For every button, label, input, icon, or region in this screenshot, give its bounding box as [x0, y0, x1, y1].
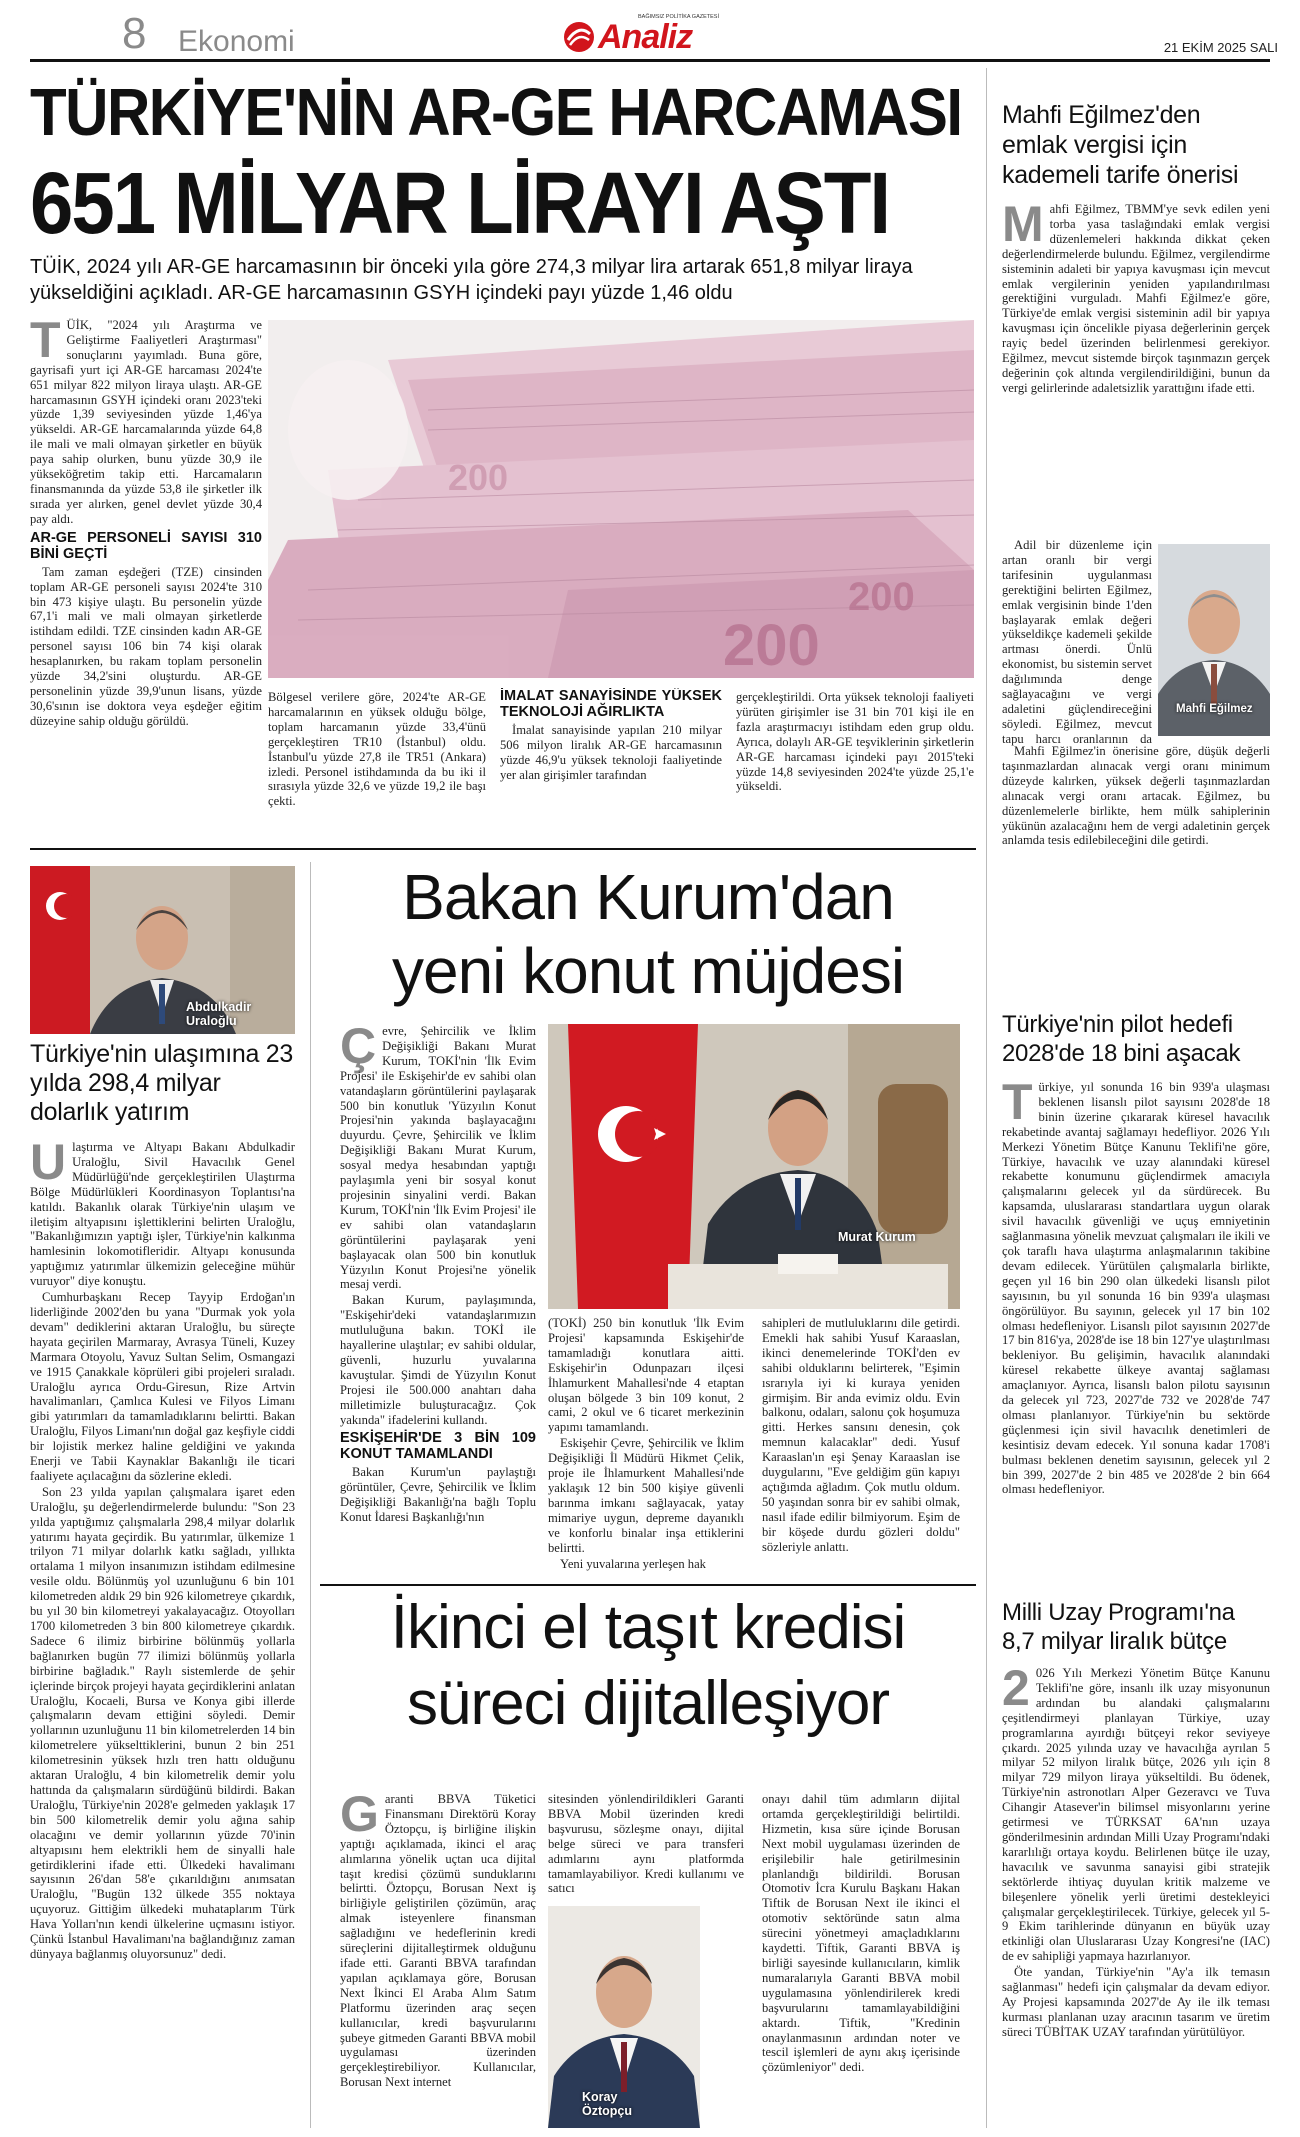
kurum-dropcap: Ç — [340, 1024, 377, 1074]
caption-line: Öztopçu — [582, 2104, 632, 2118]
egilmez-paragraph: Adil bir düzenleme için artan oranlı bir vergi tarifesinin uygulanması gerektiğini belirten Eğilmez, emlak vergisinin binde 1'den başlayarak emlak değeri yükseldikçe kademeli şekilde artması önerdi. Ünlü ekonomist, bu sistemin servet dağılımında denge sağlayacağını ve vergi adaletini güçlendireceğini söyledi. Eğilmez, mevcut tapu harcı oranlarının da — [1002, 538, 1152, 746]
uzay-title: Milli Uzay Programı'na 8,7 milyar liralık bütçe — [1002, 1599, 1235, 1655]
lead-dropcap: T — [30, 318, 61, 368]
lead-paragraph: Tam zaman eşdeğeri (TZE) cinsinden toplam AR-GE personeli sayısı 2024'te 310 bin 473 kişiye ulaştı. Bu personelin yüzde 67,1'i mali ve mali olmayan şirketlerde istihdam edildi. TZE cinsinden kadın AR-GE personel sayısı 106 bin 74 kişi olarak hesaplanırken, bu rakam toplam personelin yüzde 34,2'sini oluşturdu. AR-GE personelinin yüzde 39,9'unun lisans, yüzde 30,6'sının ise doktora veya eşdeğer eğitim düzeyine sahip olduğu görüldü. — [30, 564, 262, 728]
pilot-text — [1002, 1080, 1270, 1595]
page-header — [0, 0, 1300, 62]
kurum-paragraph: evre, Şehircilik ve İklim Değişikliği Bakanı Murat Kurum, TOKİ'nin 'İlk Evim Projesi' ile Eskişehir'de ev sahibi olan vatandaşların görüntülerini paylaşarak 500 bin konutluk 'Yüzyılın Konut Projesi'nin yakında başlayacağını duyurdu. Çevre, Şehircilik ve İklim Değişikliği Bakanı Murat Kurum, sosyal medya hesabından yaptığı paylaşımla yeni bir sosyal konut projesinin sinyalini verdi. Bakan Kurum, TOKİ'nin 'İlk Evim Projesi' ile ev sahibi olan vatandaşların görüntülerini paylaşarak yeni başlayacak olan 500 bin konutluk Yüzyılın Konut Projesi'ne yönelik mesaj verdi. — [340, 1024, 536, 1292]
section-rule — [320, 1584, 976, 1586]
uzay-paragraph: 026 Yılı Merkezi Yönetim Bütçe Kanunu Teklifi'ne göre, insanlı ilk uzay misyonunun ardından bu alandaki çalışmalarını çeşitlendirmeyi planlayan Türkiye, uzay programlarına ayırdığı bütçeyi rekor seviyeye çıkardı. 2025 yılında uzay ve havacılığa ayrılan 5 milyar 52 milyon liralık bütçe, 2026 yılı için 8 milyar 729 milyon liraya yükseltildi. Bu ödenek, Türkiye'nin astronotları Alper Gezeravcı ve Tuva Cihangir Atasever'in bilimsel misyonlarını yerine getirmesi ve TÜRKSAT 6A'nın uzaya gönderilmesinin ardından Milli Uzay Programı'ndaki kararlılığı ortaya koydu. Belirlenen bütçe ile uzay, havacılık ve savunma sanayisi gibi stratejik sektörlerde ihtiyaç duyulan kritik malzeme ve bileşenlere yönelik yerli üretimi destekleyici çalışmalar gerçekleştirilecek. Türkiye, gelecek yıl 5-9 Ekim tarihlerinde dünyanın en büyük uzay etkinliği olan Uluslararası Uzay Kongresi'ne (IAC) de ev sahipliği yapmaya hazırlanıyor. — [1002, 1666, 1270, 1964]
tasit-paragraph: onayı dahil tüm adımların dijital ortamda gerçekleştirildiği belirtildi. Hizmetin, kısa süre içinde Borusan Next mobil uygulaması üzerinden de erişilebilir hale getirilmesinin planlandığı bildirildi. Borusan Otomotiv İcra Kurulu Başkanı Hakan Tiftik de Borusan Next ile ikinci el otomotiv sektöründe satın alma sürecini yönetmeyi amaçladıklarını kaydetti. Tiftik, Garanti BBVA iş birliği sayesinde kullanıcıların, kimlik numaralarıyla Garanti BBVA mobil uygulamasına yönlendirilerek kredi başvurularını tamamlayabildiğini aktardı. Tiftik, "Kredinin onaylanmasının ardından noter ve tescil işlemleri de aynı akış içerisinde çözümleniyor" dedi. — [762, 1792, 960, 2075]
kurum-paragraph: Eskişehir Çevre, Şehircilik ve İklim Değişikliği İl Müdürü Hikmet Çelik, proje ile İhlamurkent Mahallesi'nde yaklaşık 12 bin 500 kişiye güvenli barınma imkanı sağlayacak, yatay mimariye uygun, depreme dayanıklı ve konforlu binalar inşa ettiklerini belirtti. — [548, 1436, 744, 1555]
kurum-paragraph: sahipleri de mutluluklarını dile getirdi. Emekli hak sahibi Yusuf Karaaslan, ikinci denemelerinde TOKİ'den ev sahibi olduklarını belirterek, "Eşimin ısrarıyla iyi ki kuraya yeniden girmişim. Bir anda evimiz oldu. Evin balkonu, odaları, salonu çok hoşumuza gitti. Herkes sansını denesin, çok memnun kalacaklar" dedi. Yusuf Karaaslan'ın eşi Şenay Karaaslan ise duygularını, "Eve geldiğim gün kapıyı açtığımda ağladım. Çok mutlu oldum. 50 yaşından sonra bir ev sahibi olmak, nasıl ifade edilir bilmiyorum. Eşim de bir köşede durdu gözleri doldu" sözleriyle anlattı. — [762, 1316, 960, 1554]
egilmez-dropcap: M — [1002, 202, 1044, 252]
kurum-column-3 — [762, 1316, 960, 1580]
kurum-column-1 — [340, 1024, 536, 1579]
lead-paragraph: İmalat sanayisinde yapılan 210 milyar 506 milyon liralık AR-GE harcamasının yüzde 46,9'u yüksek teknoloji faaliyetinde yer alan girişimler tarafından — [500, 723, 722, 782]
egilmez-text-top — [1002, 202, 1270, 538]
logo-tagline: BAĞIMSIZ POLİTİKA GAZETESİ — [638, 14, 719, 20]
egilmez-photo — [1158, 544, 1270, 736]
caption-line: Abdulkadir — [186, 1000, 252, 1014]
banknotes-photo — [268, 320, 974, 678]
lead-column-1 — [30, 318, 262, 838]
lead-spot: TÜİK, 2024 yılı AR-GE harcamasının bir önceki yıla göre 274,3 milyar lira artarak 651,8 milyar liraya yükseldiğini açıkladı. AR-GE harcamasının GSYH içindeki payı yüzde 1,46 oldu — [30, 256, 913, 304]
tasit-column-1 — [340, 1792, 536, 2128]
egilmez-title: Mahfi Eğilmez'den emlak vergisi için kademeli tarife önerisi — [1002, 101, 1239, 189]
logo-mark-icon — [562, 20, 596, 54]
tasit-title-line-2: süreci dijitalleşiyor — [406, 1669, 890, 1738]
kurum-paragraph: Bakan Kurum'un paylaştığı görüntüler, Çevre, Şehircilik ve İklim Değişikliği Bakanlığı'na bağlı Toplu Konut İdaresi Başkanlığı'nın — [340, 1465, 536, 1525]
lead-title-line-1: TÜRKİYE'NİN AR-GE HARCAMASI — [30, 74, 962, 150]
lead-title-line-2: 651 MİLYAR LİRAYI AŞTI — [30, 153, 890, 252]
caption-line: Uraloğlu — [186, 1014, 237, 1028]
tasit-paragraph: sitesinden yönlendirildikleri Garanti BBVA Mobil üzerinden kredi başvurusu, sözleşme onayı, dijital belge süreci ve para transferi adımlarını aynı platformda tamamlayabiliyor. Kredi kullanımı ve satıcı — [548, 1792, 744, 1896]
banknote-number: 200 — [723, 613, 820, 678]
lead-column-3 — [500, 688, 722, 840]
lead-paragraph: Bölgesel verilere göre, 2024'te AR-GE harcamalarının en yüksek olduğu bölge, toplam harcamanın yüzde 33,4'ünü gerçekleştiren TR10 (İstanbul) oldu. İstanbul'u yüzde 27,8 ile TR51 (Ankara) izledi. Personel istihdamında da bu iki il sırasıyla yüzde 32,6 ve yüzde 19,2 ile başı çekti. — [268, 690, 486, 809]
tasit-column-3 — [762, 1792, 960, 2128]
pilot-paragraph: ürkiye, yıl sonunda 16 bin 939'a ulaşması beklenen lisanslı pilot sayısını 2028'de 18 binin üzerine çıkararak küresel havacılık rekabetinde avantaj sağlamayı hedefliyor. 2026 Yılı Merkezi Yönetim Bütçe Kanunu Teklifi'ne göre, Türkiye, havacılık ve uzay alanındaki küresel rekabette konumunu güçlendirmek amacıyla çalışmalarını gelecek yıl da sürdürecek. Bu kapsamda, uluslararası standartlara uygun olarak sivil havacılık güvenliği ve uçuş emniyetinin sağlanmasına yönelik mevzuat çalışmaları ile ikili ve çok taraflı hava ulaştırma anlaşmalarının takibine devam edilecek. Yürütülen çalışmalarla birlikte, geçen yıl 16 bin 290 olan ülkedeki lisanslı pilot sayısının, bu yıl sonunda 16 bin 939'a ulaşması öngörülüyor. Bu sayının, gelecek yıl 17 bin 102 olması hedefleniyor. Lisanslı pilot sayısının 2027'de 17 bin 816'ya, 2028'de ise 18 bin 127'ye ulaştırılması bekleniyor. Bu gelişimin, havacılık alanındaki küresel rekabette ülkeye avantaj sağlaması amaçlanıyor. Ayrıca, lisanslı balon pilotu sayısının da gelecek yıl 723, 2027'de 732 ve 2028'de 747 olması planlanıyor. Türkiye'nin bu sektörde güçlenmesi için sivil havacılık denetimleri de kesintisiz devam edecek. Yıl sonuna kadar 1708'i bulması beklenen denetim sayısının, gelecek yıl 2 bin 399, 2027'de 2 bin 485 ve 2028'de 2 bin 664 olması hedefleniyor. — [1002, 1080, 1270, 1497]
section-name: Ekonomi — [178, 25, 295, 58]
kurum-subheading: ESKİŞEHİR'DE 3 BİN 109 KONUT TAMAMLANDI — [340, 1430, 536, 1463]
lead-headline — [30, 68, 975, 252]
egilmez-paragraph: Mahfi Eğilmez'in önerisine göre, düşük değerli taşınmazlardan alınacak vergi oranı minimum düzeyde kalırken, yüksek değerli taşınmazlardan alınacak vergi oranı artacak. Eğilmez, bu düzenlemelerle birlikte, hem mülk sahiplerinin yükünün azalacağını hem de vergi adaletinin gerçek anlamda tesis edilebileceğini dile getirdi. — [1002, 744, 1270, 848]
lead-bottom-rule — [30, 848, 976, 850]
tasit-dropcap: G — [340, 1792, 379, 1842]
oztopcu-photo-caption — [582, 2090, 682, 2118]
uraloglu-paragraph: Son 23 yılda yapılan çalışmalara işaret eden Uraloğlu, şu değerlendirmelerde bulundu: "Son 23 yılda yaptığımız çalışmalarla 298,4 milyar dolarlık yatırımı hayata geçirdik. Bu yatırımlar, ülkemize 1 trilyon 71 milyar dolarlık katkı sağladı, yıllıkta ortalama 1 milyon insanımızın istihdam edilmesine vesile oldu. Bölünmüş yol uzunluğunu 6 bin 101 kilometreden aldık 29 bin 926 kilometreye çıkardık, bu yıl 30 bin kilometreyi yakalayacağız. Otoyolları 1700 kilometreden 3 bin 800 kilometreye çıkardık. Sadece 6 ilimiz birbirine bölünmüş yollarla bağlanırken bugün 77 ilimizi bölünmüş yollarla birbirine bağladık." Raylı sistemlerde de şehir içlerinde birçok projeyi hayata geçirdiklerini anlatan Uraloğlu, Kocaeli, Bursa ve Konya gibi illerde çalışmaların devam ettiğini söyledi. Demir yollarının uzunluğunu 11 bin kilometrelerden 14 bin kilometrelere yükselttiklerini, bunun 2 bin 251 kilometresinin yüksek hızlı tren hattı olduğunu aktaran Uraloğlu, 4 bin kilometrelik demir yolu hattında da çalışmaların sürdüğünü bildirdi. Bakan Uraloğlu, Türkiye'nin 2028'e gelmeden yaklaşık 17 bin 500 kilometrelik demir yolu ağına sahip olacağını ve demir yollarının yüzde 70'inin altyapısını hem elektrikli hem de sinyalli hale getirdiklerini ifade etti. Ülkedeki havalimanı sayısının 26'dan 58'e çıkarıldığını anımsatan Uraloğlu, "Bugün 132 ülkede 355 noktaya uçuyoruz. Gittiğim ülkedeki muhataplarım Türk Hava Yolları'nın kendi ülkelerine uçmasını istiyor. Çünkü İstanbul Havalimanı'na bağlandığınız zaman dünyaya bağlanmış oluyorsunuz" dedi. — [30, 1484, 295, 1961]
kurum-photo-caption: Murat Kurum — [838, 1230, 916, 1244]
column-rule — [986, 68, 987, 2128]
oztopcu-photo — [548, 1906, 700, 2128]
tasit-column-2 — [548, 1792, 744, 1900]
banknote-number: 200 — [448, 457, 509, 498]
egilmez-photo-caption: Mahfi Eğilmez — [1176, 703, 1253, 715]
lead-paragraph: ÜİK, "2024 yılı Araştırma ve Geliştirme Faaliyetleri Araştırması" sonuçlarını yayımladı. Buna göre, gayrisafi yurt içi AR-GE harcaması 2024'te 651 milyar 822 milyon liraya ulaştı. AR-GE harcamasının GSYH içindeki oranı 2023'teki yüzde 1,39 seviyesinden yüzde 1,46'ya yükseldi. AR-GE harcamalarında yüzde 64,8 ile mali ve mali olmayan şirketler en büyük paya sahip olurken, bunu yüzde 30,9 ile yükseköğretim takip etti. Harcamaların finansmanında da yüzde 53,8 ile şirketler ilk sırada yer alırken, genel devlet yüzde 30,4 pay aldı. — [30, 318, 262, 526]
logo-text: Analiz — [598, 18, 693, 56]
kurum-paragraph: (TOKİ) 250 bin konutluk 'İlk Evim Projesi' kapsamında Eskişehir'de tamamladığı konutlara aitti. Eskişehir'in Odunpazarı ilçesi İhlamurkent Mahallesi'nde 4 etaptan oluşan bölgede 3 bin 109 konut, 2 cami, 2 okul ve 6 ticaret merkezinin yapımı tamamlandı. — [548, 1316, 744, 1435]
uraloglu-text — [30, 1140, 295, 2128]
uraloglu-photo — [30, 866, 295, 1034]
kurum-portrait-illustration — [548, 1024, 960, 1309]
header-rule — [30, 59, 1270, 62]
caption-line: Koray — [582, 2090, 618, 2104]
tasit-paragraph: aranti BBVA Tüketici Finansmanı Direktörü Koray Öztopçu, iş birliğine ilişkin yaptığı açıklamada, ikinci el araç alımlarına yönelik uçtan uca dijital taşıt kredisi çözümü sunduklarını belirtti. Öztopçu, Borusan Next iş birliğiyle geliştirilen çözümün, araç almak isteyenlere finansman sağladığını ve hedeflerinin kredi süreçlerini dijitalleştirmek olduğunu ifade etti. Garanti BBVA tarafından yapılan açıklamaya göre, Borusan Next İkinci El Araba Alım Satım Platformu üzerinden araç seçen kullanıcılar, kredi başvurularını şubeye gitmeden Garanti BBVA mobil uygulaması üzerinden gerçekleştirebiliyor. Kullanıcılar, Borusan Next internet — [340, 1792, 536, 2090]
page-number: 8 — [122, 9, 147, 58]
kurum-title-line-1: Bakan Kurum'dan — [402, 861, 894, 933]
uzay-text — [1002, 1666, 1270, 2128]
lead-subheading-1: AR-GE PERSONELİ SAYISI 310 BİNİ GEÇTİ — [30, 529, 262, 562]
column-rule — [310, 862, 311, 2128]
kurum-photo — [548, 1024, 960, 1309]
lead-subheading-2: İMALAT SANAYİSİNDE YÜKSEK TEKNOLOJİ AĞIRLIKTA — [500, 688, 722, 720]
pilot-dropcap: T — [1002, 1080, 1033, 1130]
tasit-title-line-1: İkinci el taşıt kredisi — [390, 1593, 906, 1662]
tasit-headline — [320, 1590, 976, 1780]
lead-column-2 — [268, 690, 486, 840]
uzay-paragraph: Öte yandan, Türkiye'nin "Ay'a ilk temasın sağlanması" hedefi için çalışmalar da devam ediyor. Ay Projesi kapsamında 2027'de Ay ile ilk teması kurması planlanan uzay aracının tasarım ve üretim süreci TÜBİTAK UZAY tarafından yürütülüyor. — [1002, 1965, 1270, 2039]
uraloglu-paragraph: laştırma ve Altyapı Bakanı Abdulkadir Uraloğlu, Sivil Havacılık Genel Müdürlüğü'nde gerçekleştirilen Ulaştırma Bölge Müdürlükleri Koordinasyon Toplantısı'na katıldı. Bakanlık olarak Türkiye'nin ulaşım ve iletişim altyapısını işlettiklerini belirten Uraloğlu, "Bakanlığımızın yaptığı işler, Türkiye'nin kalkınma hamlesinin lokomotifleridir. Altyapı konusunda yaptığımız yatırımlar ülkemizin geleceğine mühür vuruyor" diye konuştu. — [30, 1140, 295, 1289]
uzay-dropcap: 2 — [1002, 1666, 1030, 1716]
kurum-column-2 — [548, 1316, 744, 1580]
logo — [562, 14, 744, 56]
egilmez-paragraph: ahfi Eğilmez, TBMM'ye sevk edilen yeni torba yasa taslağındaki emlak vergisi düzenlemeleri hakkında dikkat çeken değerlendirmelerde bulundu. Eğilmez, vergilendirme sisteminin adaleti bir yapıya kavuşması için mevcut emlak vergilerinin yeniden yapılandırılması gerektiğini vurguladı. Mahfi Eğilmez'e göre, Türkiye'de emlak vergisi sisteminin adil bir yapıya kavuşması için öncelikle piyasa değerlerinin gerçek rayiç bedel üzerinden belirlenmesi gerekiyor. Eğilmez, mevcut sistemde birçok taşınmazın gerçek değerinin çok altında vergilendirildiğini, bunun da vergi gelirlerinde adaletsizlik yarattığını ifade etti. — [1002, 202, 1270, 395]
banknotes-illustration — [268, 320, 974, 678]
uraloglu-title: Türkiye'nin ulaşımına 23 yılda 298,4 milyar dolarlık yatırım — [30, 1040, 293, 1126]
issue-date: 21 EKİM 2025 SALI — [1163, 40, 1278, 55]
kurum-paragraph: Bakan Kurum, paylaşımında, "Eskişehir'deki vatandaşlarımızın mutluluğuna bakın. TOKİ ile hayallerine ulaştılar; ev sahibi oldular, güvenli, huzurlu yuvalarına kavuştular. Şimdi de Yüzyılın Konut Projesi ile 500.000 anahtarı daha milletimizle buluşturacağız. Çok yakında" ifadelerini kullandı. — [340, 1293, 536, 1427]
banknote-number: 200 — [848, 575, 915, 619]
uraloglu-paragraph: Cumhurbaşkanı Recep Tayyip Erdoğan'ın liderliğinde 2002'den bu yana "Durmak yok yola devam" dediklerini aktaran Uraloğlu, bu süreçte hayata geçirilen Marmaray, Avrasya Tüneli, Kuzey Marmara Otoyolu, Yavuz Sultan Selim, Osmangazi ve 1915 Çanakkale köprüleri gibi projeleri sıraladı. Uraloğlu ayrıca Ordu-Giresun, Rize Artvin havalimanları, Çamlıca Kulesi ve Filyos Limanı gibi yatırımları da tamamladıklarını belirtti. Bakan Uraloğlu, Filyos Limanı'nın doğal gaz keşfiyle ciddi bir lojistik merkez haline geldiğini ve yakında Enerji ve Tabii Kaynaklar Bakanlığı ile ticari faaliyete açılacağını da sözlerine ekledi. — [30, 1290, 295, 1483]
kurum-paragraph: Yeni yuvalarına yerleşen hak — [560, 1556, 706, 1571]
lead-column-4 — [736, 690, 974, 840]
kurum-title-line-2: yeni konut müjdesi — [391, 935, 905, 1007]
pilot-title: Türkiye'nin pilot hedefi 2028'de 18 bini aşacak — [1002, 1011, 1241, 1067]
uraloglu-photo-caption — [186, 1000, 295, 1028]
lead-paragraph: gerçekleştirildi. Orta yüksek teknoloji faaliyeti yürüten girişimler ise 31 bin 701 kişi ile en fazla araştırmacıyı istihdam eden grup oldu. Ayrıca, dolaylı AR-GE teşviklerinin şirketlerin AR-GE harcaması içindeki payı 2015'teki yüzde 14,8 seviyesinden 2024'te yüzde 25,1'e yükseldi. — [736, 690, 974, 794]
kurum-headline — [320, 860, 976, 1020]
uraloglu-dropcap: U — [30, 1140, 67, 1190]
